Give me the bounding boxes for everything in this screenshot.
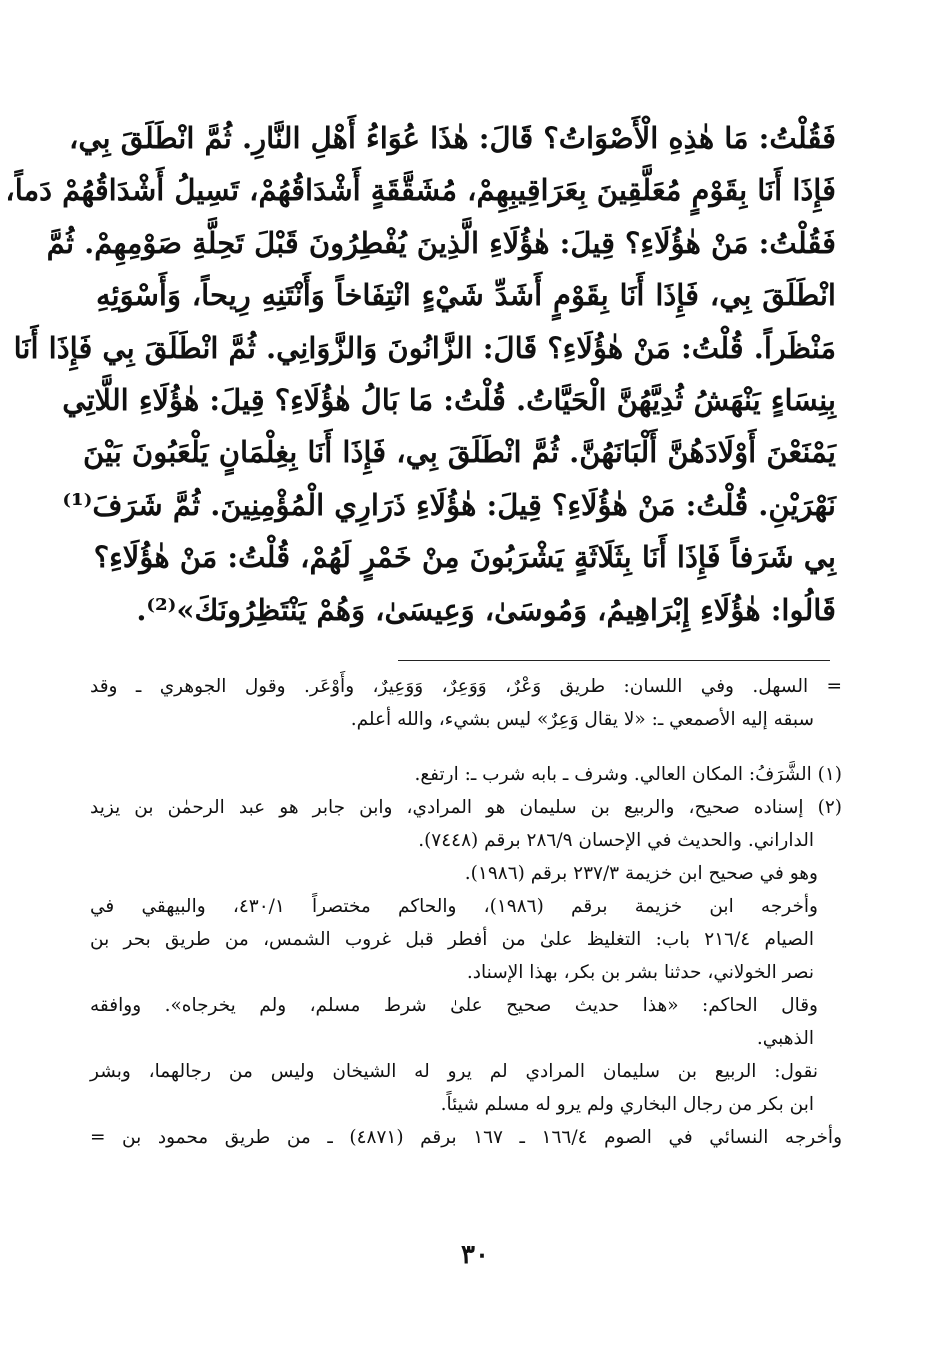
continued-footnote xyxy=(90,670,842,736)
main-text-line: فَقُلْتُ: مَا هٰذِهِ الْأَصْوَاتُ؟ قَالَ: هٰذَا عُوَاءُ أَهْلِ النَّارِ. ثُمَّ انْطَلَقَ بِي، xyxy=(69,121,836,155)
footnote-2-line: (٢) إسناده صحيح، والربيع بن سليمان هو المرادي، وابن جابر هو عبد الرحمٰن بن يزيد xyxy=(90,797,842,818)
main-text-line: نَهْرَيْنِ. قُلْتُ: مَنْ هٰؤُلَاءِ؟ قِيلَ: هٰؤُلَاءِ ذَرَارِي الْمُؤْمِنِينَ. ثُمَّ شَرَفَ⁽¹⁾ xyxy=(62,487,836,522)
footnote-line: = السهل. وفي اللسان: طريق وَعْرٌ، وَوَعِرٌ، وَوَعِيرٌ، وأَوْعَر. وقول الجوهري ـ وقد xyxy=(90,676,842,697)
footnote-2-line: نصر الخولاني، حدثنا بشر بن بكر، بهذا الإسناد. xyxy=(466,962,814,983)
footnote-2-line: ابن بكر من رجال البخاري ولم يرو له مسلم شيئاً. xyxy=(440,1094,814,1115)
footnote-2-line: وأخرجه ابن خزيمة برقم (١٩٨٦)، والحاكم مختصراً ٤٣٠/١، والبيهقي في xyxy=(90,896,818,917)
main-text-line: فَقُلْتُ: مَنْ هٰؤُلَاءِ؟ قِيلَ: هٰؤُلَاءِ الَّذِينَ يُفْطِرُونَ قَبْلَ تَحِلَّةِ صَوْمِهِمْ. ثُمَّ xyxy=(46,225,836,260)
main-text-line: قَالُوا: هٰؤُلَاءِ إِبْرَاهِيمُ، وَمُوسَىٰ، وَعِيسَىٰ، وَهُمْ يَنْتَظِرُونَكَ»⁽²⁾. xyxy=(136,592,836,627)
footnote-2-line: الصيام ٢١٦/٤ باب: التغليظ علىٰ من أفطر قبل غروب الشمس، من طريق بحر بن xyxy=(90,929,815,950)
main-text-line: فَإِذَا أَنَا بِقَوْمٍ مُعَلَّقِينَ بِعَرَاقِيبِهِمْ، مُشَقَّقَةٍ أَشْدَاقُهُمْ، تَسِيلُ أَشْدَاقُهُمْ دَماً، xyxy=(5,173,836,208)
footnote-2-line: وقال الحاكم: «هذا حديث صحيح علىٰ شرط مسلم، ولم يخرجاه». ووافقه xyxy=(90,995,818,1016)
footnote-2-line: وأخرجه النسائي في الصوم ١٦٦/٤ ـ ١٦٧ برقم (٤٨٧١) ـ من طريق محمود بن = xyxy=(90,1127,843,1148)
footnote-2-line: الداراني. والحديث في الإحسان ٢٨٦/٩ برقم (٧٤٤٨). xyxy=(418,830,814,851)
footnote-separator xyxy=(398,660,830,661)
footnote-line: سبقه إليه الأصمعي ـ: «لا يقال وَعِرٌ» ليس بشيء، والله أعلم. xyxy=(350,709,814,730)
main-text-block xyxy=(5,112,836,636)
main-text-line: بِي شَرَفاً فَإِذَا أَنَا بِثَلَاثَةٍ يَشْرَبُونَ مِنْ خَمْرٍ لَهُمْ، قُلْتُ: مَنْ هٰؤُلَاءِ؟ xyxy=(93,540,836,575)
footnote-2-line: الذهبي. xyxy=(756,1028,814,1049)
main-text-line: مَنْظَراً. قُلْتُ: مَنْ هٰؤُلَاءِ؟ قَالَ: الزَّانُونَ وَالزَّوَانِي. ثُمَّ انْطَلَقَ بِي فَإِذَا أَنَا xyxy=(13,330,836,365)
main-text-line: يَمْنَعْنَ أَوْلَادَهُنَّ أَلْبَانَهُنَّ. ثُمَّ انْطَلَقَ بِي، فَإِذَا أَنَا بِغِلْمَانٍ يَلْعَبُونَ بَيْنَ xyxy=(82,435,836,470)
footnote-1: (١) الشَّرَفُ: المكان العالي. وشرف ـ بابه شرب ـ: ارتفع. xyxy=(414,764,842,785)
footnote-2-line: نقول: الربيع بن سليمان المرادي لم يرو له الشيخان وليس من رجالهما، وبشر xyxy=(90,1061,818,1082)
main-text-line: بِنِسَاءٍ يَنْهَشُ ثُدِيَّهُنَّ الْحَيَّاتُ. قُلْتُ: مَا بَالُ هٰؤُلَاءِ؟ قِيلَ: هٰؤُلَاءِ اللَّاتِي xyxy=(62,383,836,418)
footnotes-block xyxy=(90,758,842,1154)
footnote-2-line: وهو في صحيح ابن خزيمة ٢٣٧/٣ برقم (١٩٨٦). xyxy=(464,863,818,884)
page-number: ٣٠ xyxy=(461,1240,489,1270)
main-text-line: انْطَلَقَ بِي، فَإِذَا أَنَا بِقَوْمٍ أَشَدِّ شَيْءٍ انْتِفَاخاً وَأَنْتَنِهِ رِيحاً، وَأَسْوَئِهِ xyxy=(96,278,836,313)
